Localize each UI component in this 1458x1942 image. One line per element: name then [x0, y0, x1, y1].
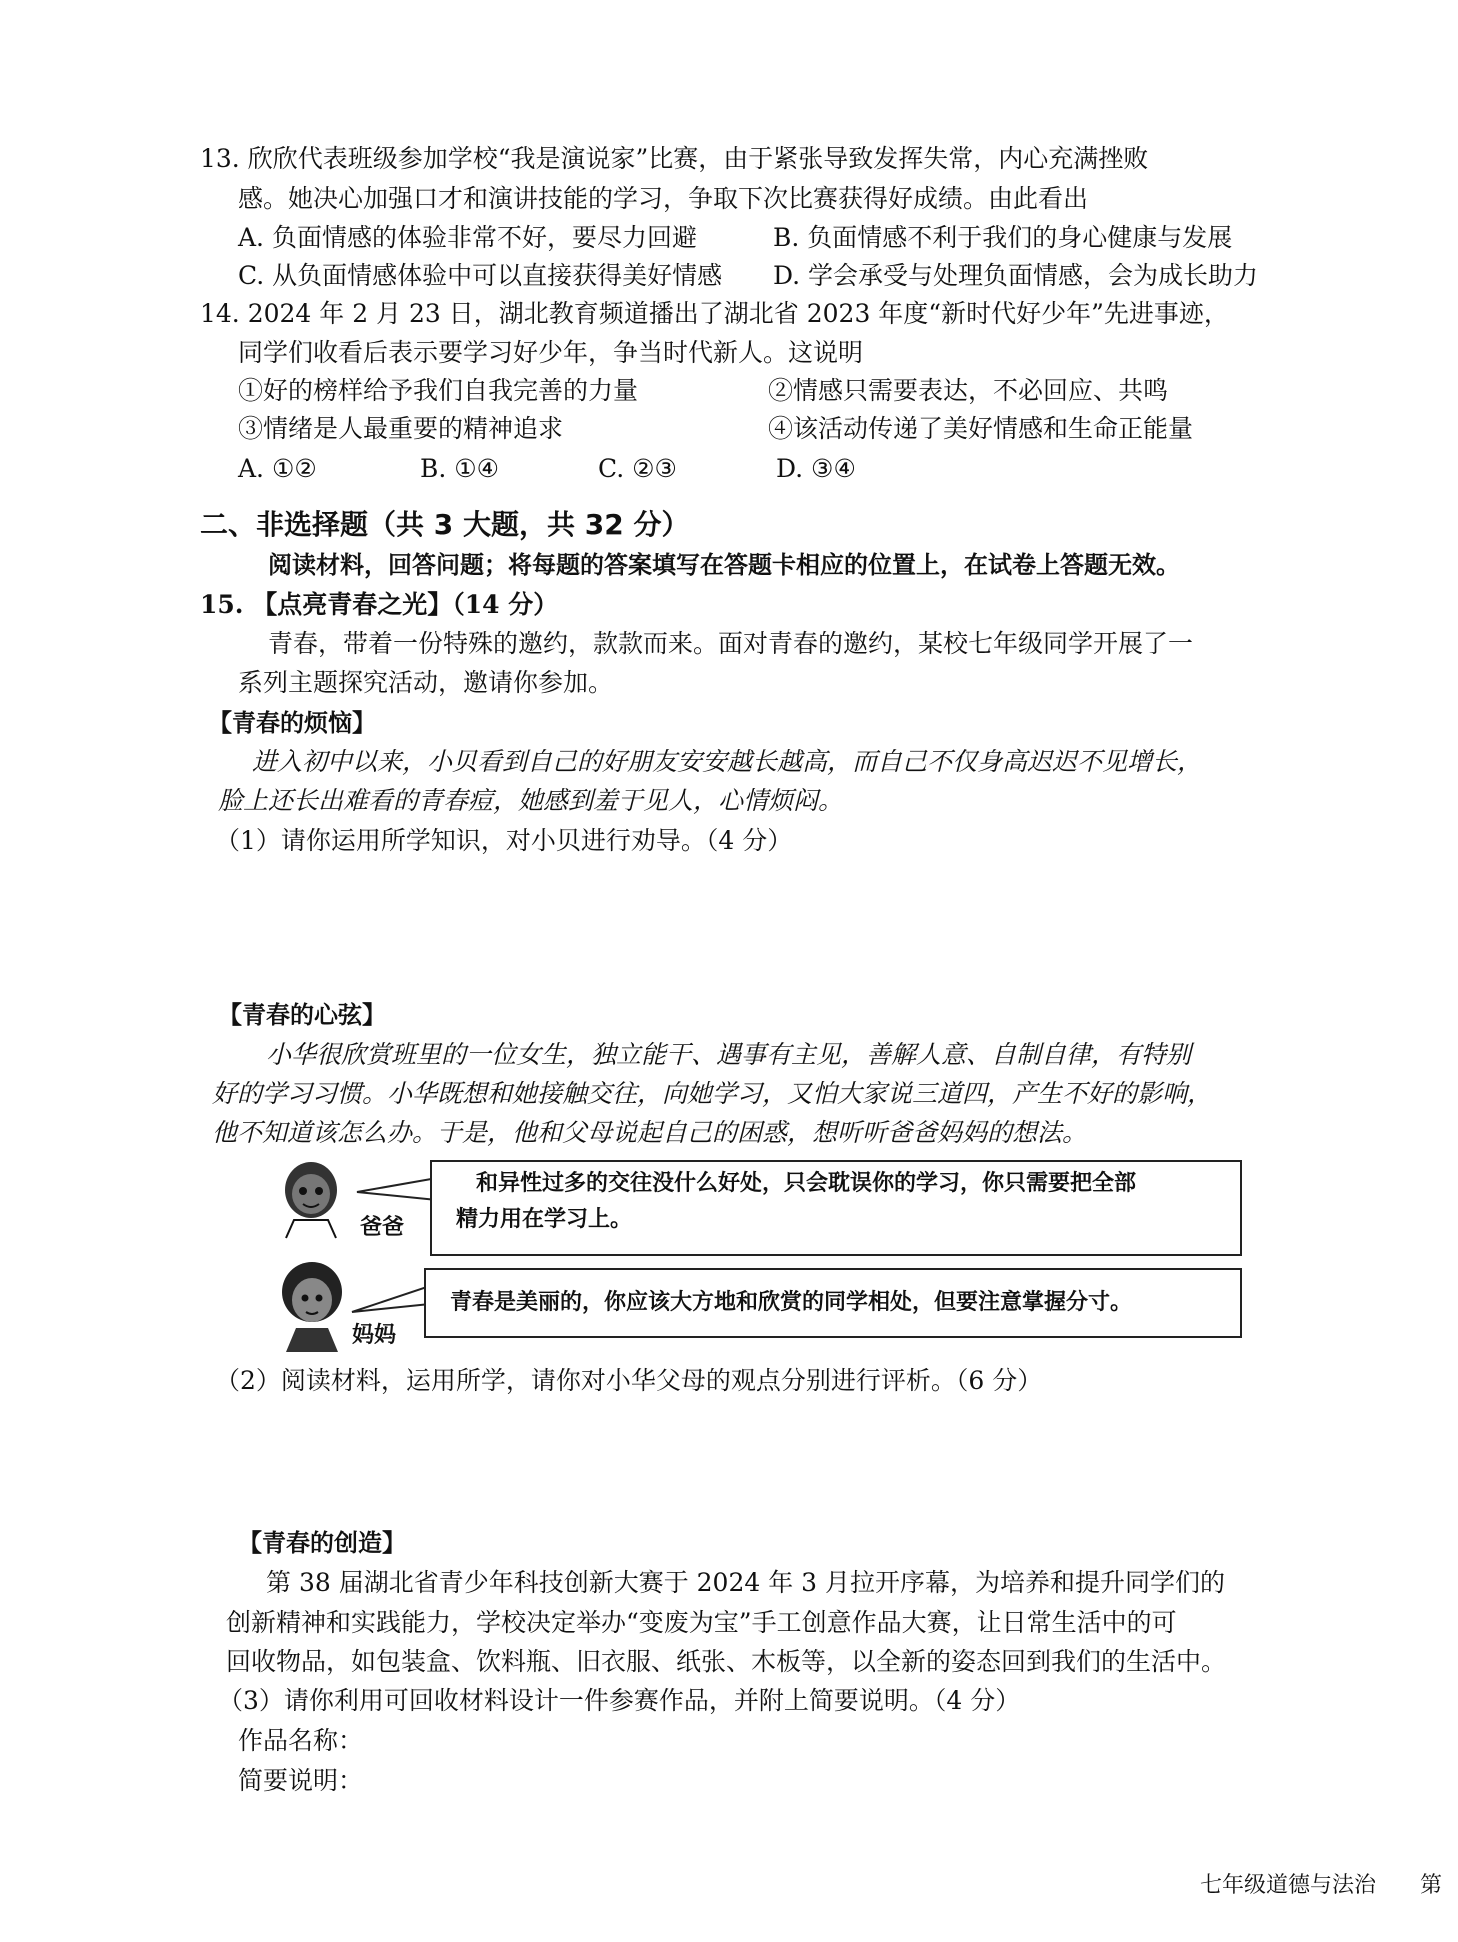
- section-2-title: 二、非选择题（共 3 大题，共 32 分）: [200, 508, 690, 541]
- q13-stem-line2: 感。她决心加强口才和演讲技能的学习，争取下次比赛获得好成绩。由此看出: [238, 184, 1089, 213]
- q15-intro-line1: 青春，带着一份特殊的邀约，款款而来。面对青春的邀约，某校七年级同学开展了一: [268, 629, 1194, 658]
- part3-tag: 【青春的创造】: [238, 1529, 406, 1557]
- part3-text-line1: 第 38 届湖北省青少年科技创新大赛于 2024 年 3 月拉开序幕，为培养和提升同学们的: [266, 1568, 1226, 1597]
- part2-question: （2）阅读材料，运用所学，请你对小华父母的观点分别进行评析。（6 分）: [215, 1366, 1043, 1395]
- q13-stem-line1: 13. 欣欣代表班级参加学校“我是演说家”比赛，由于紧张导致发挥失常，内心充满挫败: [200, 144, 1149, 173]
- part1-tag: 【青春的烦恼】: [208, 709, 376, 737]
- q13-option-c: C. 从负面情感体验中可以直接获得美好情感: [238, 261, 723, 290]
- section-2-instruction: 阅读材料，回答问题；将每题的答案填写在答题卡相应的位置上，在试卷上答题无效。: [268, 551, 1180, 579]
- q13-option-b: B. 负面情感不利于我们的身心健康与发展: [773, 223, 1233, 252]
- mom-speech-text: 青春是美丽的，你应该大方地和欣赏的同学相处，但要注意掌握分寸。: [450, 1290, 1133, 1315]
- q15-intro-line2: 系列主题探究活动，邀请你参加。: [238, 668, 614, 697]
- q14-option-b: B. ①④: [420, 454, 500, 483]
- mom-speech-bubble: [424, 1268, 1242, 1338]
- mom-face-icon: [268, 1258, 356, 1354]
- q14-statement-4: ④该活动传递了美好情感和生命正能量: [768, 414, 1194, 443]
- part1-text-line1: 进入初中以来，小贝看到自己的好朋友安安越长越高，而自己不仅身高迟迟不见增长，: [252, 747, 1203, 776]
- dad-label: 爸爸: [360, 1215, 405, 1240]
- part2-text-line3: 他不知道该怎么办。于是，他和父母说起自己的困惑，想听听爸爸妈妈的想法。: [212, 1118, 1088, 1147]
- part2-tag: 【青春的心弦】: [218, 1001, 386, 1029]
- q14-statement-3: ③情绪是人最重要的精神追求: [238, 414, 564, 443]
- work-name-field: 作品名称：: [238, 1726, 364, 1755]
- part1-question: （1）请你运用所学知识，对小贝进行劝导。（4 分）: [215, 826, 793, 855]
- part1-text-line2: 脸上还长出难看的青春痘，她感到羞于见人，心情烦闷。: [218, 786, 844, 815]
- part2-text-line1: 小华很欣赏班里的一位女生，独立能干、遇事有主见，善解人意、自制自律，有特别: [266, 1040, 1192, 1069]
- q14-option-d: D. ③④: [776, 454, 856, 483]
- dad-speech-line1: 和异性过多的交往没什么好处，只会耽误你的学习，你只需要把全部: [476, 1171, 1137, 1196]
- q14-option-c: C. ②③: [598, 454, 677, 483]
- q14-stem-line1: 14. 2024 年 2 月 23 日，湖北教育频道播出了湖北省 2023 年度“新时代好少年”先进事迹，: [200, 299, 1229, 328]
- q13-option-a: A. 负面情感的体验非常不好，要尽力回避: [238, 223, 697, 252]
- part2-text-line2: 好的学习习惯。小华既想和她接触交往，向她学习，又怕大家说三道四，产生不好的影响，: [212, 1079, 1213, 1108]
- footer-subject: 七年级道德与法治: [1200, 1873, 1377, 1898]
- q14-statement-1: ①好的榜样给予我们自我完善的力量: [238, 376, 639, 405]
- q15-title-text: 15. 【点亮青春之光】（14 分）: [200, 590, 559, 619]
- q14-option-a: A. ①②: [238, 454, 317, 483]
- q14-stem-line2: 同学们收看后表示要学习好少年，争当时代新人。这说明: [238, 338, 864, 367]
- part3-text-line2: 创新精神和实践能力，学校决定举办“变废为宝”手工创意作品大赛，让日常生活中的可: [226, 1608, 1177, 1637]
- mom-bubble-pointer: [350, 1278, 430, 1322]
- work-description-field: 简要说明：: [238, 1766, 364, 1795]
- dad-bubble-pointer: [355, 1172, 437, 1216]
- dad-speech-line2: 精力用在学习上。: [456, 1207, 633, 1232]
- q14-statement-2: ②情感只需要表达，不必回应、共鸣: [768, 376, 1169, 405]
- dad-face-icon: [270, 1158, 352, 1240]
- mom-label: 妈妈: [352, 1323, 397, 1348]
- q13-option-d: D. 学会承受与处理负面情感，会为成长助力: [773, 261, 1259, 290]
- part3-question: （3）请你利用可回收材料设计一件参赛作品，并附上简要说明。（4 分）: [218, 1686, 1021, 1715]
- dad-speech-bubble: [430, 1160, 1242, 1256]
- part3-text-line3: 回收物品，如包装盒、饮料瓶、旧衣服、纸张、木板等，以全新的姿态回到我们的生活中。: [226, 1647, 1227, 1676]
- q15-title: [200, 588, 558, 622]
- footer-page-fragment: 第: [1420, 1873, 1443, 1898]
